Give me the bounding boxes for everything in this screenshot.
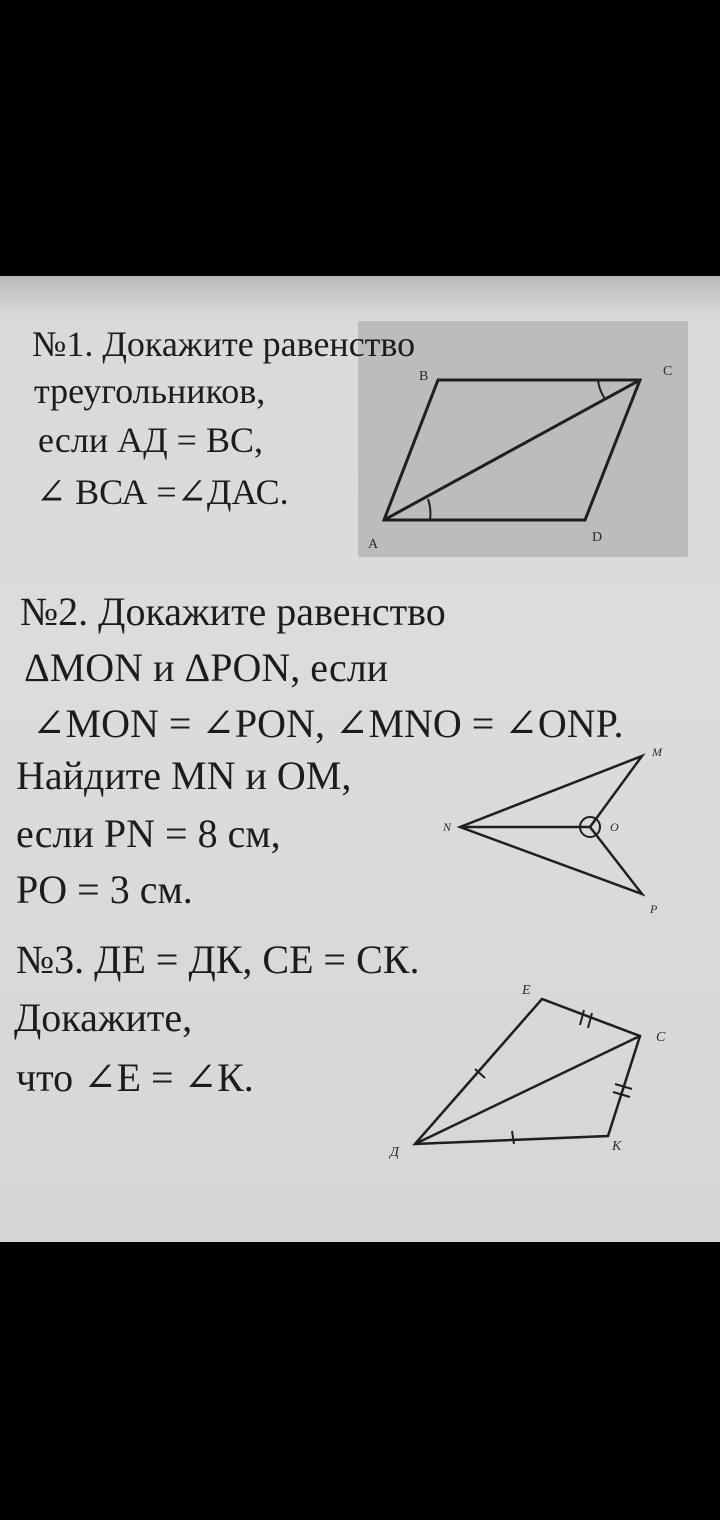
problem-2-line: PO = 3 см. xyxy=(16,867,193,912)
figure-3-quadrilateral xyxy=(410,994,650,1154)
problem-3-title: №3. ДЕ = ДК, СЕ = СК. xyxy=(16,937,420,982)
problem-2-line: Найдите MN и OM, xyxy=(16,753,352,798)
label-d: D xyxy=(592,530,603,545)
problem-2-line: если PN = 8 см, xyxy=(16,811,281,856)
label-b: B xyxy=(419,369,429,384)
problem-3-line: что ∠Е = ∠К. xyxy=(16,1055,254,1100)
label-m: M xyxy=(652,745,662,759)
diagonal-dc xyxy=(415,1036,640,1144)
angle-mark-c xyxy=(598,380,605,399)
label-o: O xyxy=(610,820,619,834)
problem-1-line: треугольников, xyxy=(34,371,266,411)
label-c: C xyxy=(663,364,673,379)
quadrilateral-dekc xyxy=(415,999,640,1144)
tick-ec-2 xyxy=(588,1013,592,1028)
label-c3: C xyxy=(656,1030,666,1045)
label-n: N xyxy=(443,820,452,834)
diagonal-ac xyxy=(384,380,640,520)
problem-1-title: №1. Докажите равенство xyxy=(32,324,416,364)
page-shadow xyxy=(0,276,720,316)
problem-2-line: ∠MON = ∠PON, ∠MNO = ∠ONP. xyxy=(32,701,624,746)
problem-3-line: Докажите, xyxy=(14,995,193,1040)
tick-dk xyxy=(512,1131,514,1144)
problem-2-line: ΔMON и ΔPON, если xyxy=(24,645,389,690)
problem-1-line: если АД = ВС, xyxy=(38,420,263,460)
label-d3: Д xyxy=(390,1145,399,1160)
label-k: К xyxy=(612,1139,622,1154)
label-a: A xyxy=(368,537,379,552)
angle-mark-a xyxy=(428,499,430,520)
figure-1-parallelogram xyxy=(370,364,673,526)
figure-2-triangles xyxy=(455,751,655,901)
textbook-page-photo xyxy=(0,276,720,1242)
problem-2-title: №2. Докажите равенство xyxy=(20,589,446,634)
label-p: P xyxy=(650,902,658,916)
problem-1-line: ∠ ВСА =∠ДАС. xyxy=(36,472,289,512)
label-e: E xyxy=(522,983,531,998)
